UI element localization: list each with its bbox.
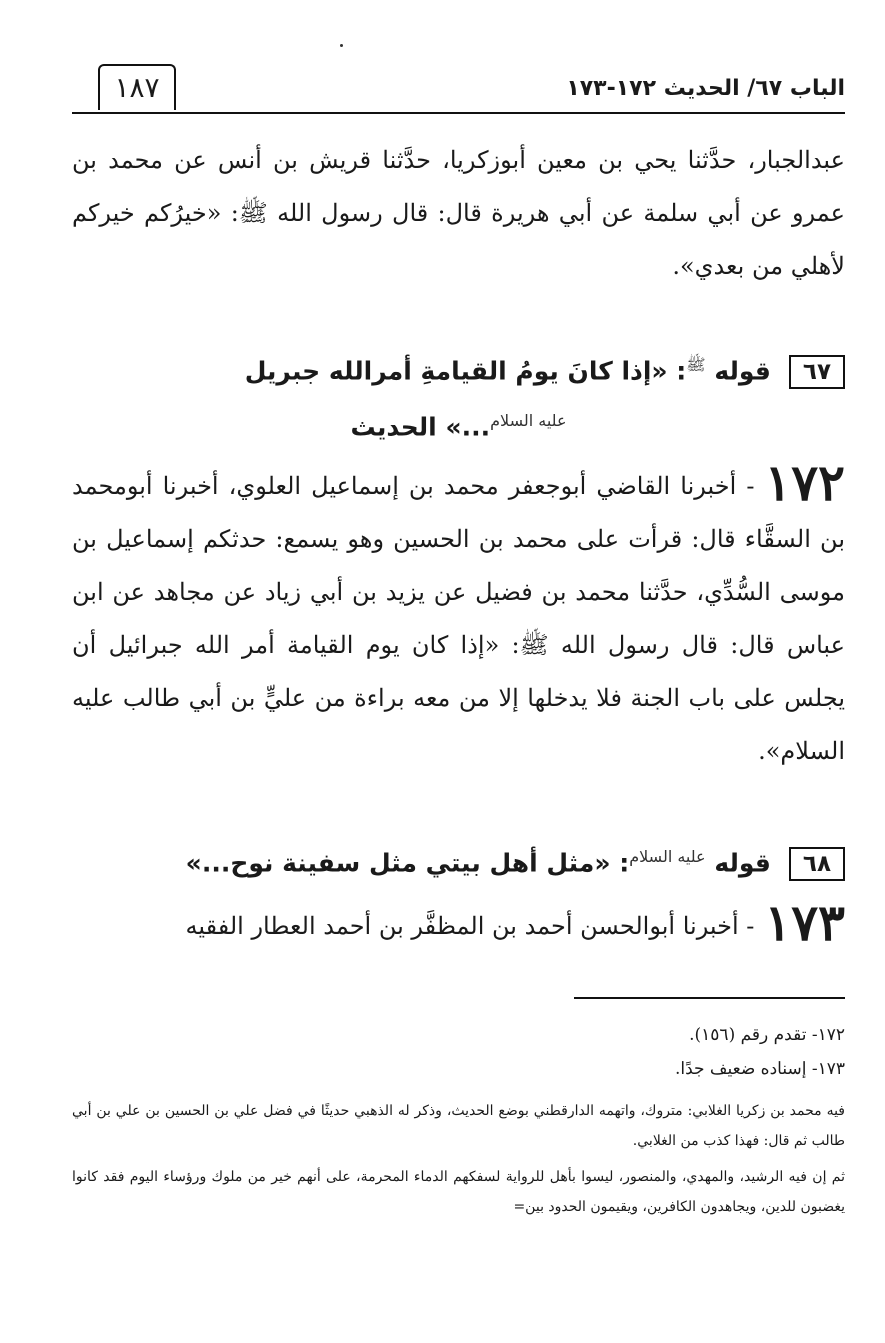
footnote-173-paragraph-2: ثم إن فيه الرشيد، والمهدي، والمنصور، ليسوا بأهل للرواية لسفكهم الدماء المحرمة، على أنهم خير من ملوك ورؤساء اليوم فقد كانوا يغضبون للدين، ويجاهدون الكافرين، ويقيمون الحدود بين= bbox=[72, 1169, 845, 1215]
hadith-text: - أخبرنا أبوالحسن أحمد بن المظفَّر بن أحمد العطار الفقيه bbox=[185, 912, 755, 940]
section-heading-text-2: ...» الحديث bbox=[350, 412, 491, 442]
hadith-172 bbox=[72, 453, 846, 778]
ink-dot bbox=[340, 44, 343, 47]
hadith-173 bbox=[72, 893, 845, 953]
honorific-mark: عليه السلام bbox=[629, 847, 706, 866]
hadith-number: ١٧٣ bbox=[764, 893, 845, 952]
section-67-heading bbox=[72, 340, 845, 453]
page-number: ١٨٧ bbox=[98, 64, 176, 110]
intro-text: عبدالجبار، حدَّثنا يحي بن معين أبوزكريا، حدَّثنا قريش بن أنس عن محمد بن عمرو عن أبي سلمة عن أبي هريرة قال: قال رسول الله ﷺ: «خيرُكم خيركم لأهلي من بعدي». bbox=[72, 146, 845, 280]
intro-paragraph bbox=[72, 134, 845, 293]
section-heading-word: قوله bbox=[714, 356, 771, 386]
section-heading-text: : «إذا كانَ يومُ القيامةِ أمرالله جبريل bbox=[244, 356, 687, 386]
honorific-mark: ﷺ bbox=[686, 355, 706, 374]
footnote-separator bbox=[574, 997, 845, 999]
hadith-text: - أخبرنا القاضي أبوجعفر محمد بن إسماعيل العلوي، أخبرنا أبومحمد بن السقَّاء قال: قرأت على محمد بن الحسين وهو يسمع: حدثكم إسماعيل بن موسى السُّدِّي، حدَّثنا محمد بن فضيل عن يزيد بن أبي زياد عن مجاهد عن ابن عباس قال: قال رسول الله ﷺ: «إذا كان يوم القيامة أمر الله جبرائيل أن يجلس على باب الجنة فلا يدخلها إلا من معه براءة من عليٍّ بن أبي طالب عليه السلام». bbox=[72, 472, 846, 765]
honorific-mark: عليه السلام bbox=[490, 411, 567, 431]
section-heading-text: : «مثل أهل بيتي مثل سفينة نوح...» bbox=[185, 848, 630, 878]
section-number-box: ٦٧ bbox=[789, 355, 845, 389]
section-heading-word: قوله bbox=[714, 848, 771, 878]
running-header: الباب ٦٧/ الحديث ١٧٢-١٧٣ bbox=[566, 76, 845, 101]
section-68-heading bbox=[72, 832, 845, 888]
footnotes bbox=[72, 1018, 845, 1222]
section-number-box: ٦٨ bbox=[789, 847, 845, 881]
header-rule bbox=[72, 112, 845, 114]
hadith-number: ١٧٢ bbox=[764, 453, 846, 512]
footnote-173: ١٧٣- إسناده ضعيف جدًا. bbox=[674, 1059, 845, 1079]
footnote-172: ١٧٢- تقدم رقم (١٥٦). bbox=[689, 1025, 845, 1045]
footnote-173-paragraph-1: فيه محمد بن زكريا الغلابي: متروك، واتهمه الدارقطني بوضع الحديث، وذكر له الذهبي حديثًا في فضل علي بن الحسين بن علي بن أبي طالب ثم قال: فهذا كذب من الغلابي. bbox=[72, 1103, 845, 1149]
section-heading-line2 bbox=[72, 396, 845, 452]
